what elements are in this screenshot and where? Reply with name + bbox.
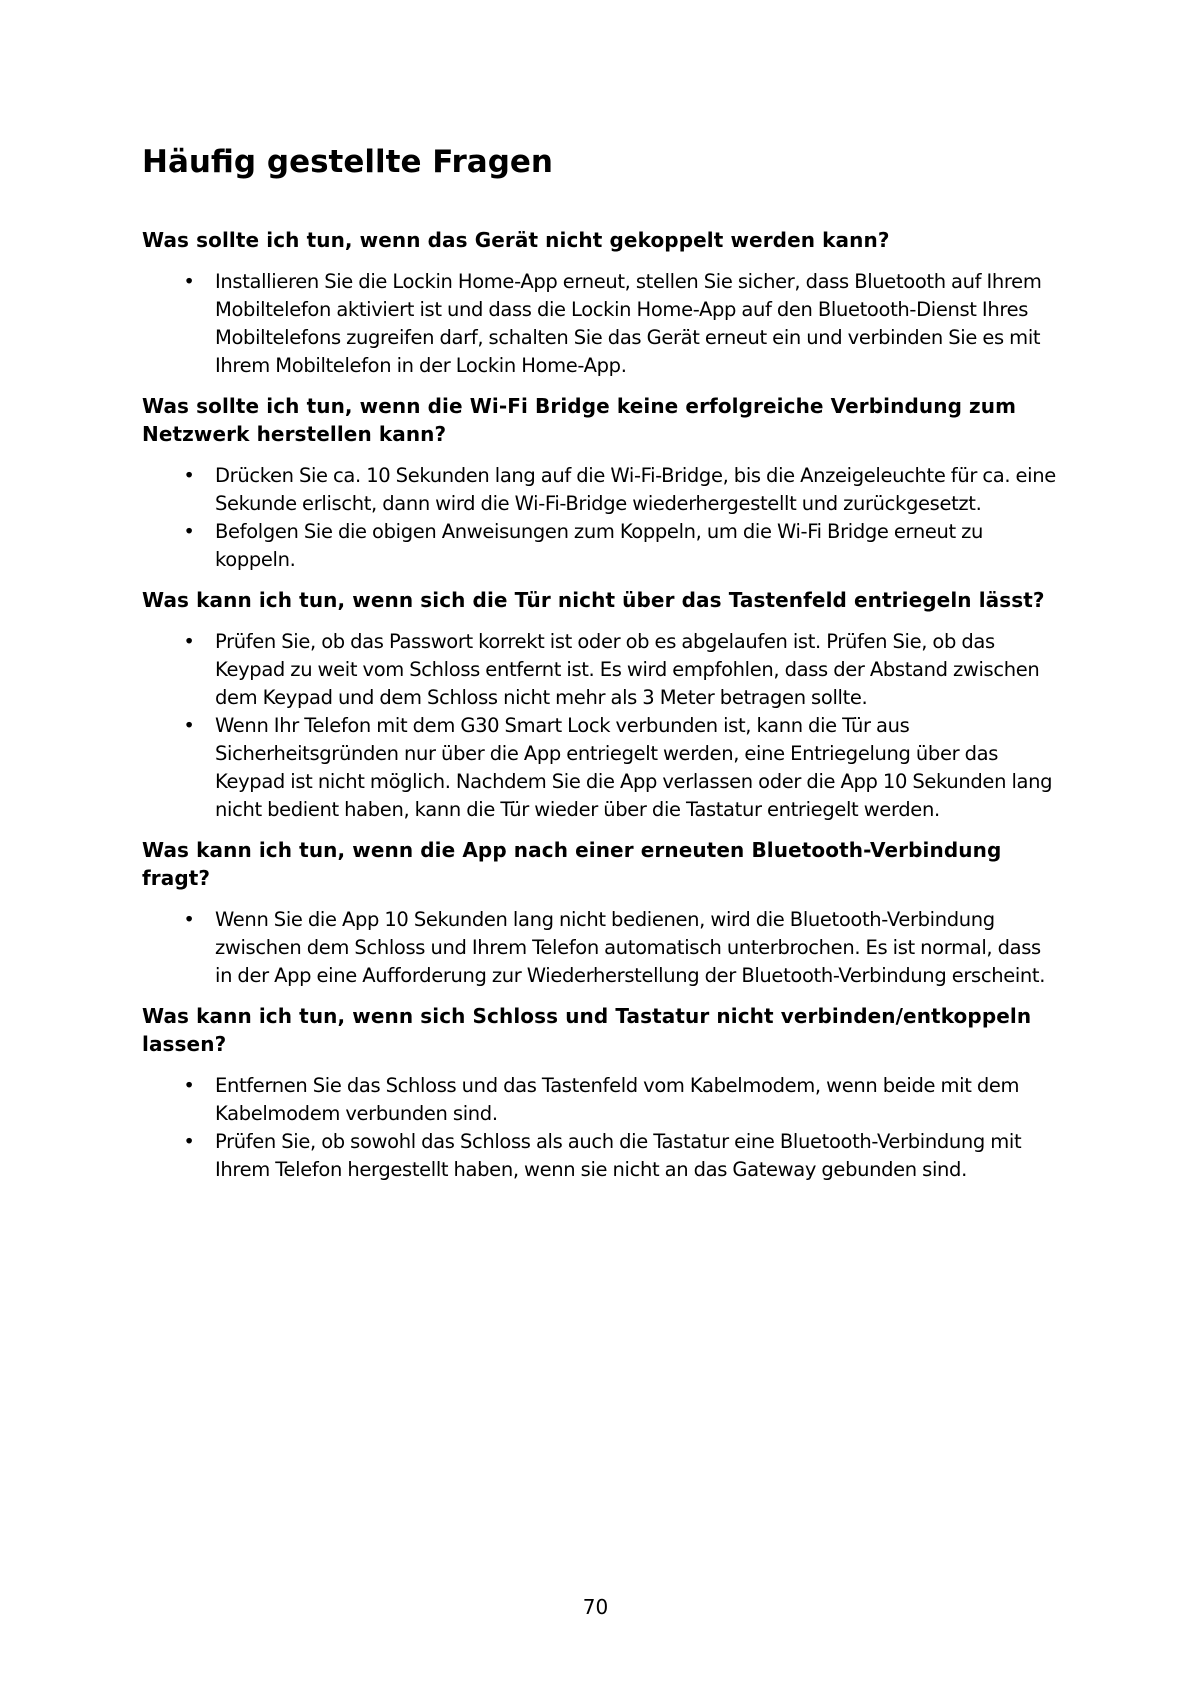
bullet-icon: •	[183, 1074, 195, 1097]
faq-answer-item	[142, 628, 1062, 712]
faq-answer-text: Entfernen Sie das Schloss und das Tastenfeld vom Kabelmodem, wenn beide mit dem Kabelmodem verbunden sind.	[215, 1074, 1020, 1125]
faq-answer-text: Installieren Sie die Lockin Home-App erneut, stellen Sie sicher, dass Bluetooth auf Ihrem Mobiltelefon aktiviert ist und dass die Lockin Home-App auf den Bluetooth-Dienst Ihres Mobiltelefons zugreifen darf, schalten Sie das Gerät erneut ein und verbinden Sie es mit Ihrem Mobiltelefon in der Lockin Home-App.	[215, 270, 1042, 377]
bullet-icon: •	[183, 1130, 195, 1153]
bullet-icon: •	[183, 270, 195, 293]
faq-answer-item	[142, 518, 1062, 574]
faq-page	[142, 120, 1062, 1196]
faq-answer-list	[142, 268, 1062, 380]
bullet-icon: •	[183, 520, 195, 543]
faq-answer-text: Befolgen Sie die obigen Anweisungen zum Koppeln, um die Wi-Fi Bridge erneut zu koppeln.	[215, 520, 984, 571]
faq-item	[142, 836, 1062, 990]
faq-item	[142, 226, 1062, 380]
faq-item	[142, 392, 1062, 574]
bullet-icon: •	[183, 714, 195, 737]
faq-answer-text: Wenn Ihr Telefon mit dem G30 Smart Lock verbunden ist, kann die Tür aus Sicherheitsgründen nur über die App entriegelt werden, eine Entriegelung über das Keypad ist nicht möglich. Nachdem Sie die App verlassen oder die App 10 Sekunden lang nicht bedient haben, kann die Tür wieder über die Tastatur entriegelt werden.	[215, 714, 1053, 821]
faq-list	[142, 226, 1062, 1184]
faq-answer-text: Drücken Sie ca. 10 Sekunden lang auf die Wi-Fi-Bridge, bis die Anzeigeleuchte für ca. eine Sekunde erlischt, dann wird die Wi-Fi-Bridge wiederhergestellt und zurückgesetzt.	[215, 464, 1056, 515]
faq-answer-item	[142, 712, 1062, 824]
faq-answer-list	[142, 906, 1062, 990]
faq-question: Was kann ich tun, wenn die App nach einer erneuten Bluetooth-Verbindung fragt?	[142, 838, 1002, 890]
page-number: 70	[582, 1595, 609, 1619]
faq-question: Was kann ich tun, wenn sich Schloss und Tastatur nicht verbinden/entkoppeln lassen?	[142, 1004, 1032, 1056]
faq-question: Was kann ich tun, wenn sich die Tür nicht über das Tastenfeld entriegeln lässt?	[142, 588, 1045, 612]
faq-answer-text: Prüfen Sie, ob das Passwort korrekt ist oder ob es abgelaufen ist. Prüfen Sie, ob das Keypad zu weit vom Schloss entfernt ist. Es wird empfohlen, dass der Abstand zwischen dem Keypad und dem Schloss nicht mehr als 3 Meter betragen sollte.	[215, 630, 1040, 709]
faq-answer-text: Wenn Sie die App 10 Sekunden lang nicht bedienen, wird die Bluetooth-Verbindung zwischen dem Schloss und Ihrem Telefon automatisch unterbrochen. Es ist normal, dass in der App eine Aufforderung zur Wiederherstellung der Bluetooth-Verbindung erscheint.	[215, 908, 1046, 987]
faq-answer-item	[142, 906, 1062, 990]
faq-item	[142, 586, 1062, 824]
faq-answer-list	[142, 628, 1062, 824]
faq-answer-list	[142, 462, 1062, 574]
faq-answer-item	[142, 1072, 1062, 1128]
page-title: Häufig gestellte Fragen	[142, 144, 553, 180]
faq-question: Was sollte ich tun, wenn die Wi-Fi Bridge keine erfolgreiche Verbindung zum Netzwerk herstellen kann?	[142, 394, 1017, 446]
bullet-icon: •	[183, 630, 195, 653]
faq-answer-list	[142, 1072, 1062, 1184]
bullet-icon: •	[183, 908, 195, 931]
faq-answer-item	[142, 1128, 1062, 1184]
faq-answer-item	[142, 268, 1062, 380]
faq-answer-text: Prüfen Sie, ob sowohl das Schloss als auch die Tastatur eine Bluetooth-Verbindung mit Ihrem Telefon hergestellt haben, wenn sie nicht an das Gateway gebunden sind.	[215, 1130, 1022, 1181]
faq-answer-item	[142, 462, 1062, 518]
bullet-icon: •	[183, 464, 195, 487]
faq-question: Was sollte ich tun, wenn das Gerät nicht gekoppelt werden kann?	[142, 228, 890, 252]
faq-item	[142, 1002, 1062, 1184]
